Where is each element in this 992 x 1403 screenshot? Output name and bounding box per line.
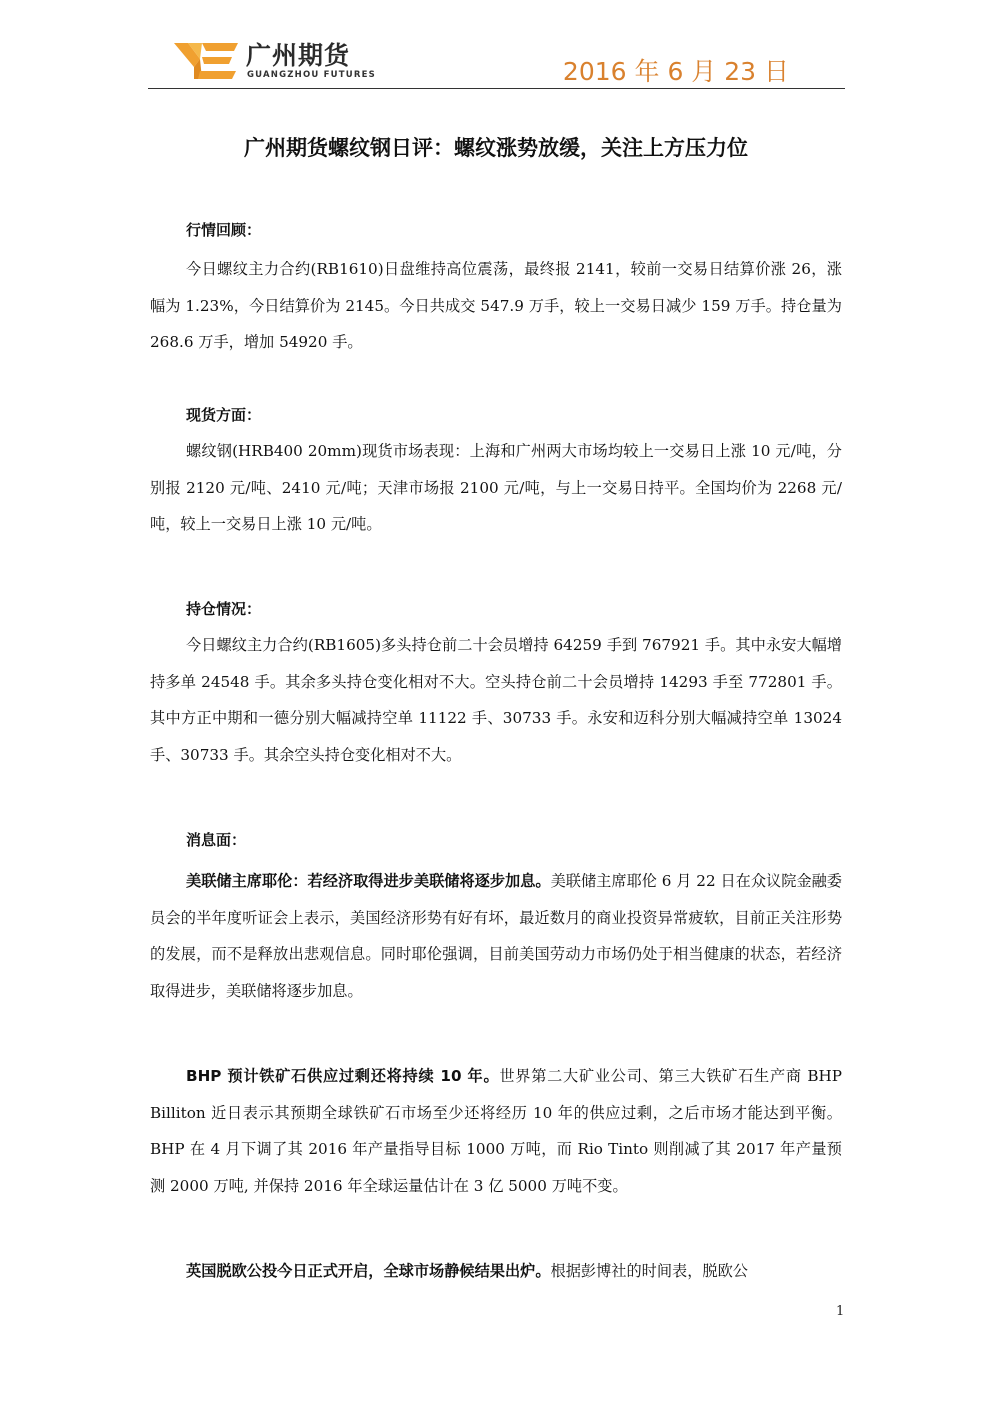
page-number: 1 [836,1304,845,1319]
paragraph-positions: 今日螺纹主力合约(RB1605)多头持仓前二十会员增持 64259 手到 767921 手。其中永安大幅增持多单 24548 手。其余多头持仓变化相对不大。空头持仓前二十会员增持 14293 手至 772801 手。其中方正中期和一德分别大幅减持空单 11122 手、30733 手。永安和迈科分别大幅减持空单 13024 手、30733 手。其余空头持仓变化相对不大。 [150,636,842,764]
section-heading-news: 消息面： [186,831,247,849]
report-date: 2016 年 6 月 23 日 [562,57,789,86]
logo-english-name: GUANGZHOU FUTURES [247,70,376,80]
news-item [150,1253,842,1290]
section-heading-positions: 持仓情况： [186,600,262,618]
paragraph-spot: 螺纹钢(HRB400 20mm)现货市场表现：上海和广州两大市场均较上一交易日上涨 10 元/吨，分别报 2120 元/吨、2410 元/吨；天津市场报 2100 元/吨，与上一交易日持平。全国均价为 2268 元/吨，较上一交易日上涨 10 元/吨。 [150,442,842,533]
news-item [150,863,842,1009]
news-item-lead: 英国脱欧公投今日正式开启，全球市场静候结果出炉。 [186,1262,551,1280]
news-item-body: 美联储主席耶伦 6 月 22 日在众议院金融委员会的半年度听证会上表示，美国经济形势有好有坏，最近数月的商业投资异常疲软，目前正关注形势的发展，而不是释放出悲观信息。同时耶伦强调，目前美国劳动力市场仍处于相当健康的状态，若经济取得进步，美联储将逐步加息。 [150,872,842,1000]
news-item-body: 世界第二大矿业公司、第三大铁矿石生产商 BHP Billiton 近日表示其预期全球铁矿石市场至少还将经历 10 年的供应过剩，之后市场才能达到平衡。BHP 在 4 月下调了其 2016 年产量指导目标 1000 万吨，而 Rio Tinto 则削减了其 2017 年产量预测 2000 万吨, 并保持 2016 年全球运量估计在 3 亿 5000 万吨不变。 [150,1067,842,1195]
news-item [150,1058,842,1204]
logo-chinese-name: 广州期货 [246,41,351,70]
news-item-body: 根据彭博社的时间表，脱欧公 [550,1262,748,1280]
news-item-lead: BHP 预计铁矿石供应过剩还将持续 10 年。 [186,1067,500,1085]
section-heading-spot: 现货方面： [186,406,262,424]
news-item-lead: 美联储主席耶伦：若经济取得进步美联储将逐步加息。 [186,872,551,890]
paragraph-review: 今日螺纹主力合约(RB1610)日盘维持高位震荡，最终报 2141，较前一交易日结算价涨 26，涨幅为 1.23%，今日结算价为 2145。今日共成交 547.9 万手，较上一交易日减少 159 万手。持仓量为 268.6 万手，增加 54920 手。 [150,260,842,351]
page-header [148,30,845,92]
section-heading-review: 行情回顾： [186,221,262,239]
guangzhou-futures-logo-icon [172,39,242,83]
header-divider [148,88,845,89]
document-title: 广州期货螺纹钢日评：螺纹涨势放缓，关注上方压力位 [244,136,748,160]
